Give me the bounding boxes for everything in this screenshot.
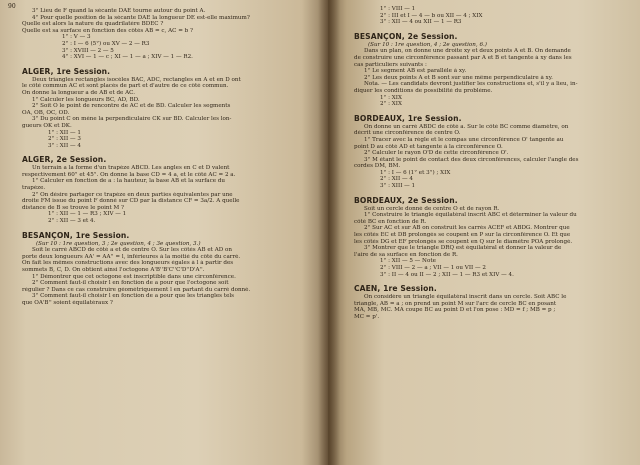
- text-line: OA, OB, OC, OD.: [22, 109, 70, 116]
- text-line: droite FM issue du point F donné sur CD par la distance CF = 3a/2. A quelle: [22, 198, 240, 205]
- section-subtitle: (Sur 10 : 1re question, 4 ; 2e question, 6.): [368, 41, 487, 48]
- text-line: 2° Calculer le rayon O'D de cette circonférence O'.: [364, 150, 509, 157]
- text-line: côté BC en fonction de R.: [354, 218, 427, 225]
- text-line: 3° M étant le point de contact des deux circonférences, calculer l'angle des: [364, 156, 579, 163]
- section-heading: BORDEAUX, 1re Session.: [354, 113, 462, 123]
- text-line: 1° Démontrer que cet octogone est inscriptible dans une circonférence.: [32, 273, 236, 280]
- text-line: décrit une circonférence de centre O.: [354, 130, 461, 137]
- text-line: MA, MB, MC. MA coupe BC au point D et l'on pose : MD = f ; MB = p ;: [354, 307, 556, 314]
- answer-line: 1° : VIII — 1: [380, 6, 416, 12]
- section-heading: CAEN, 1re Session.: [354, 284, 437, 294]
- answer-line: 3° : XVIII — 2 — 5: [62, 47, 114, 54]
- text-line: Dans un plan, on donne une droite xy et deux points A et B. On demande: [364, 48, 571, 55]
- text-line: 2° Comment faut-il choisir l en fonction de a pour que l'octogone soit: [32, 280, 229, 287]
- text-line: que OA'B'' soient équilatéraux ?: [22, 299, 113, 306]
- answer-line: 2° : I — 6 (5°) ou XV — 2 — R3: [62, 40, 150, 47]
- section-subtitle: (Sur 10 : 1re question, 3 ; 2e question, 4 ; 3e question, 3.): [36, 240, 201, 247]
- answer-line: 3° : II — 4 ou II — 2 ; XII — 1 — R3 et XIV — 4.: [380, 271, 514, 278]
- section-heading: BESANÇON, 1re Session.: [22, 230, 130, 240]
- answer-line: 2° : XII — 3 et 4.: [48, 218, 96, 225]
- text-line: 3° Comment faut-il choisir l en fonction de a pour que les triangles tels: [32, 293, 235, 300]
- text-line: On fait les mêmes constructions avec des longueurs égales à l à partir des: [22, 260, 234, 267]
- section-heading: BESANÇON, 2e Session.: [354, 31, 458, 41]
- answer-line: 2° : III et I — 4 — b ou XII — 4 ; XIX: [380, 12, 483, 19]
- text-line: 2° On désire partager ce trapèze en deux parties équivalentes par une: [32, 191, 233, 198]
- right-page: [328, 0, 640, 465]
- text-line: 4° Pour quelle position de la sécante DAE la longueur DE est-elle maximum?: [32, 14, 250, 21]
- text-line: sommets B, C, D. On obtient ainsi l'octogone A'B''B'C''C'D''D'A''.: [22, 267, 205, 273]
- text-line: 1° Calculer les longueurs BC, AD, BD.: [32, 96, 140, 103]
- text-line: le côté commun AC et sont placés de part et d'autre de ce côté commun.: [22, 83, 229, 90]
- text-line: triangle, AB = a ; on prend un point M sur l'arc de cercle BC en posant: [354, 300, 557, 307]
- answer-line: 2° : XII — 3: [48, 136, 81, 143]
- answer-line: 1° : V — 3: [62, 34, 91, 41]
- text-line: On donne un carré ABDC de côté a. Sur le côté BC comme diamètre, on: [364, 123, 569, 130]
- section-heading: ALGER, 2e Session.: [22, 155, 107, 165]
- text-line: Quelle est alors la nature du quadrilatère BDEC ?: [22, 21, 164, 28]
- text-line: les côtés EC et DB prolongés se coupent en P sur la circonférence O. Et que: [354, 232, 571, 239]
- text-line: régulier ? Dans ce cas construire géométriquement l en partant du carré donné.: [22, 286, 251, 293]
- text-line: 1° Calculer en fonction de a : la hauteur, la base AB et la surface du: [32, 178, 226, 185]
- text-line: 2° Soit O le point de rencontre de AC et de BD. Calculer les segments: [32, 103, 231, 110]
- answer-line: 1° : XII — 1 — R3 ; XIV — 1: [48, 211, 127, 218]
- answer-line: 3° : XII — 4 ou XII — 1 — R3: [380, 19, 462, 26]
- text-line: 1° Le segment AB est parallèle à xy.: [364, 68, 467, 75]
- text-line: 3° Du point C on mène la perpendiculaire CK sur BD. Calculer les lon-: [32, 116, 232, 123]
- text-line: 1° Tracer avec la règle et le compas une circonférence O' tangente au: [364, 136, 564, 143]
- text-line: l'aire de sa surface en fonction de R.: [354, 251, 458, 258]
- page-number: 90: [8, 3, 16, 10]
- text-line: cas particuliers suivants :: [354, 61, 427, 68]
- answer-line: 2° : XIX: [380, 101, 402, 108]
- answer-line: 2° : VIII — 2 — a ; VII — 1 ou VII — 2: [380, 265, 486, 271]
- text-line: Quelle est sa surface en fonction des côtés AB = c, AC = b ?: [22, 27, 194, 34]
- answer-line: 4° : XVI — 1 — c ; XI — 1 — a ; XIV — 1 — R2.: [62, 54, 193, 61]
- text-line: Soit un cercle donné de centre O et de rayon R.: [364, 205, 500, 212]
- text-line: 3° Lieu de F quand la sécante DAE tourne autour du point A.: [32, 8, 206, 14]
- answer-line: 3° : XII — 4: [48, 142, 81, 149]
- text-line: distance de B se trouve le point M ?: [22, 204, 125, 211]
- text-line: diquer les conditions de possibilité du problème.: [354, 87, 493, 94]
- text-line: Deux triangles rectangles isocèles BAC, ADC, rectangles en A et en D ont: [32, 76, 241, 83]
- section-heading: BORDEAUX, 2e Session.: [354, 195, 458, 205]
- text-line: les côtés DG et EF prolongés se coupent en Q sur le diamètre POA prolongé.: [354, 238, 573, 245]
- text-line: respectivement 60° et 45°. On donne la base CD = 4 a, et le côté AC = 2 a.: [22, 171, 236, 178]
- text-line: On donne la longueur a de AB et de AC.: [22, 89, 136, 96]
- text-line: Soit le carré ABCD de côté a et de centre O. Sur les côtés AB et AD on: [32, 247, 232, 254]
- text-line: Un terrain a la forme d'un trapèze ABCD. Les angles en C et D valent: [32, 165, 230, 172]
- text-line: point D au côté AD et tangente à la circonférence O.: [354, 143, 503, 150]
- answer-line: 1° : XIX: [380, 94, 402, 101]
- text-line: 3° Montrer que le triangle DRQ est équilatéral et donner la valeur de: [364, 245, 562, 252]
- text-line: 2° Les deux points A et B sont sur une même perpendiculaire à xy.: [364, 74, 553, 81]
- answer-line: 3° : XIII — 1: [380, 183, 416, 190]
- answer-line: 1° : XII — 1: [48, 129, 81, 136]
- text-line: 2° Sur AC et sur AB on construit les carrés ACEF et ABDG. Montrer que: [364, 225, 570, 232]
- text-line: cordes DM, BM.: [354, 163, 401, 170]
- text-line: porte deux longueurs AA' = AA'' = l, inférieures à la moitié du côté du carré.: [22, 253, 241, 260]
- text-line: trapèze.: [22, 185, 46, 192]
- text-line: On considère un triangle équilatéral inscrit dans un cercle. Soit ABC le: [364, 294, 567, 301]
- answer-line: 1° : I — 6 (1° et 3°) ; XIX: [380, 169, 451, 176]
- text-line: de construire une circonférence passant par A et B et tangente à xy dans les: [354, 54, 572, 61]
- text-line: gueurs OK et DK.: [22, 122, 72, 129]
- text-line: Nota. — Les candidats devront justifier les constructions et, s'il y a lieu, in-: [364, 81, 578, 88]
- text-line: MC = p'.: [354, 313, 380, 320]
- answer-line: 2° : XII — 4: [380, 176, 413, 183]
- answer-line: 1° : XII — 5 — Note: [380, 258, 436, 265]
- text-line: 1° Construire le triangle équilatéral inscrit ABC et déterminer la valeur du: [364, 212, 577, 219]
- section-heading: ALGER, 1re Session.: [22, 66, 111, 76]
